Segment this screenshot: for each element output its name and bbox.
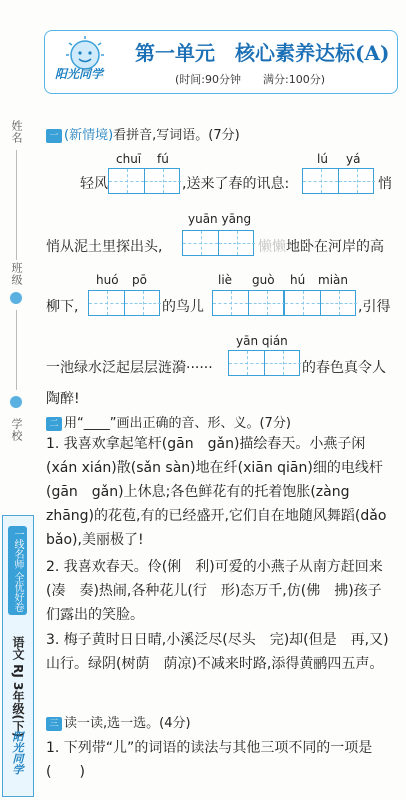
sentence-text: ,送来了春的讯息: [182, 176, 290, 192]
section-title: 用“____”画出正确的音、形、义。(7分) [64, 416, 291, 431]
section-tag: (新情境) [64, 128, 114, 143]
sentence-text: 柳下, [46, 299, 79, 315]
binding-sidebar [0, 0, 40, 800]
section-title: 看拼音,写词语。(7分) [113, 128, 240, 143]
show-through-text: 懒懒 [258, 239, 286, 255]
sentence-text: 悄从泥土里探出头, [46, 239, 163, 255]
answer-grid[interactable] [302, 168, 374, 194]
pinyin: yān qián [236, 334, 288, 348]
sentence-text: 的鸟儿 [162, 299, 204, 315]
pinyin: guò [252, 273, 275, 287]
answer-grid[interactable] [88, 290, 160, 316]
question-item: 2. 我喜欢春天。伶(俐 利)可爱的小燕子从南方赶回来(凑 奏)热闹,各种花儿(行 形)态万千,仿(佛 拂)孩子们露出的笑脸。 [46, 559, 383, 623]
page-subtitle: (时间:90分钟 满分:100分) [175, 73, 325, 86]
pinyin: lú [317, 152, 328, 166]
pinyin: pō [132, 273, 147, 287]
pinyin: hú [290, 273, 306, 287]
name-label: 姓名 [10, 120, 23, 144]
side-banner [2, 515, 34, 797]
binding-hole [10, 292, 22, 304]
pinyin: miàn [318, 273, 348, 287]
pinyin: yá [346, 152, 361, 166]
question-item: 1. 我喜欢拿起笔杆(gān gǎn)描绘春天。小燕子闲(xán xián)散(sǎn sàn)地在纤(xiān qiān)细的电线杆(gān gǎn)上休息;各色鲜花有的托着饱胀(zàng zhāng)的花苞,有的已经盛开,它们自在地随风舞蹈(dǎo bǎo),美丽极了! [46, 436, 401, 548]
pinyin: liè [218, 273, 233, 287]
section1-heading [46, 124, 240, 143]
sentence-text: 悄 [378, 176, 392, 192]
section-title: 读一读,选一选。(4分) [64, 716, 191, 731]
pinyin: huó [96, 273, 119, 287]
question-item: 3. 梅子黄时日日晴,小溪泛尽(尽头 完)却(但是 再,又)山行。绿阴(树荫 荫凉)不减来时路,添得黄鹂四五声。 [46, 632, 389, 672]
school-label: 学校 [10, 418, 23, 442]
pinyin: chuī [116, 152, 142, 166]
sentence-text: 陶醉! [46, 391, 80, 407]
section2-heading [46, 412, 291, 431]
name-line [16, 150, 17, 260]
pinyin: yuān yāng [188, 212, 252, 226]
banner-brand: 阳光同学 [11, 731, 24, 775]
answer-grid[interactable] [284, 290, 356, 316]
sentence-text: 地卧在河岸的高 [286, 239, 384, 255]
sentence-text: ,引得 [358, 299, 391, 315]
answer-grid[interactable] [228, 350, 300, 376]
answer-grid[interactable] [108, 168, 180, 194]
banner-subject: 语文 RJ 3年级(下) [11, 636, 25, 738]
section-badge: 三 [46, 717, 62, 731]
sentence-text: 轻风 [80, 176, 108, 192]
answer-blank[interactable]: ( ) [46, 764, 85, 780]
pinyin: fú [157, 152, 169, 166]
question-item: 1. 下列带“儿”的词语的读法与其他三项不同的一项是 [46, 740, 373, 756]
section3-heading [46, 712, 191, 731]
sentence-text: 的春色真令人 [302, 360, 386, 376]
answer-grid[interactable] [212, 290, 284, 316]
answer-grid[interactable] [182, 230, 254, 256]
class-label: 班级 [10, 262, 23, 286]
page-header [44, 30, 398, 94]
sentence-text: 一池绿水泛起层层涟漪······ [46, 360, 213, 376]
section-badge: 二 [46, 417, 62, 431]
class-line [16, 310, 17, 390]
logo-text: 阳光同学 [55, 67, 104, 81]
banner-slogan: 一线名师 全优好卷 [8, 526, 27, 615]
page-title: 第一单元 核心素养达标(A) [135, 41, 390, 65]
binding-hole [10, 396, 22, 408]
section-badge: 一 [46, 129, 62, 143]
